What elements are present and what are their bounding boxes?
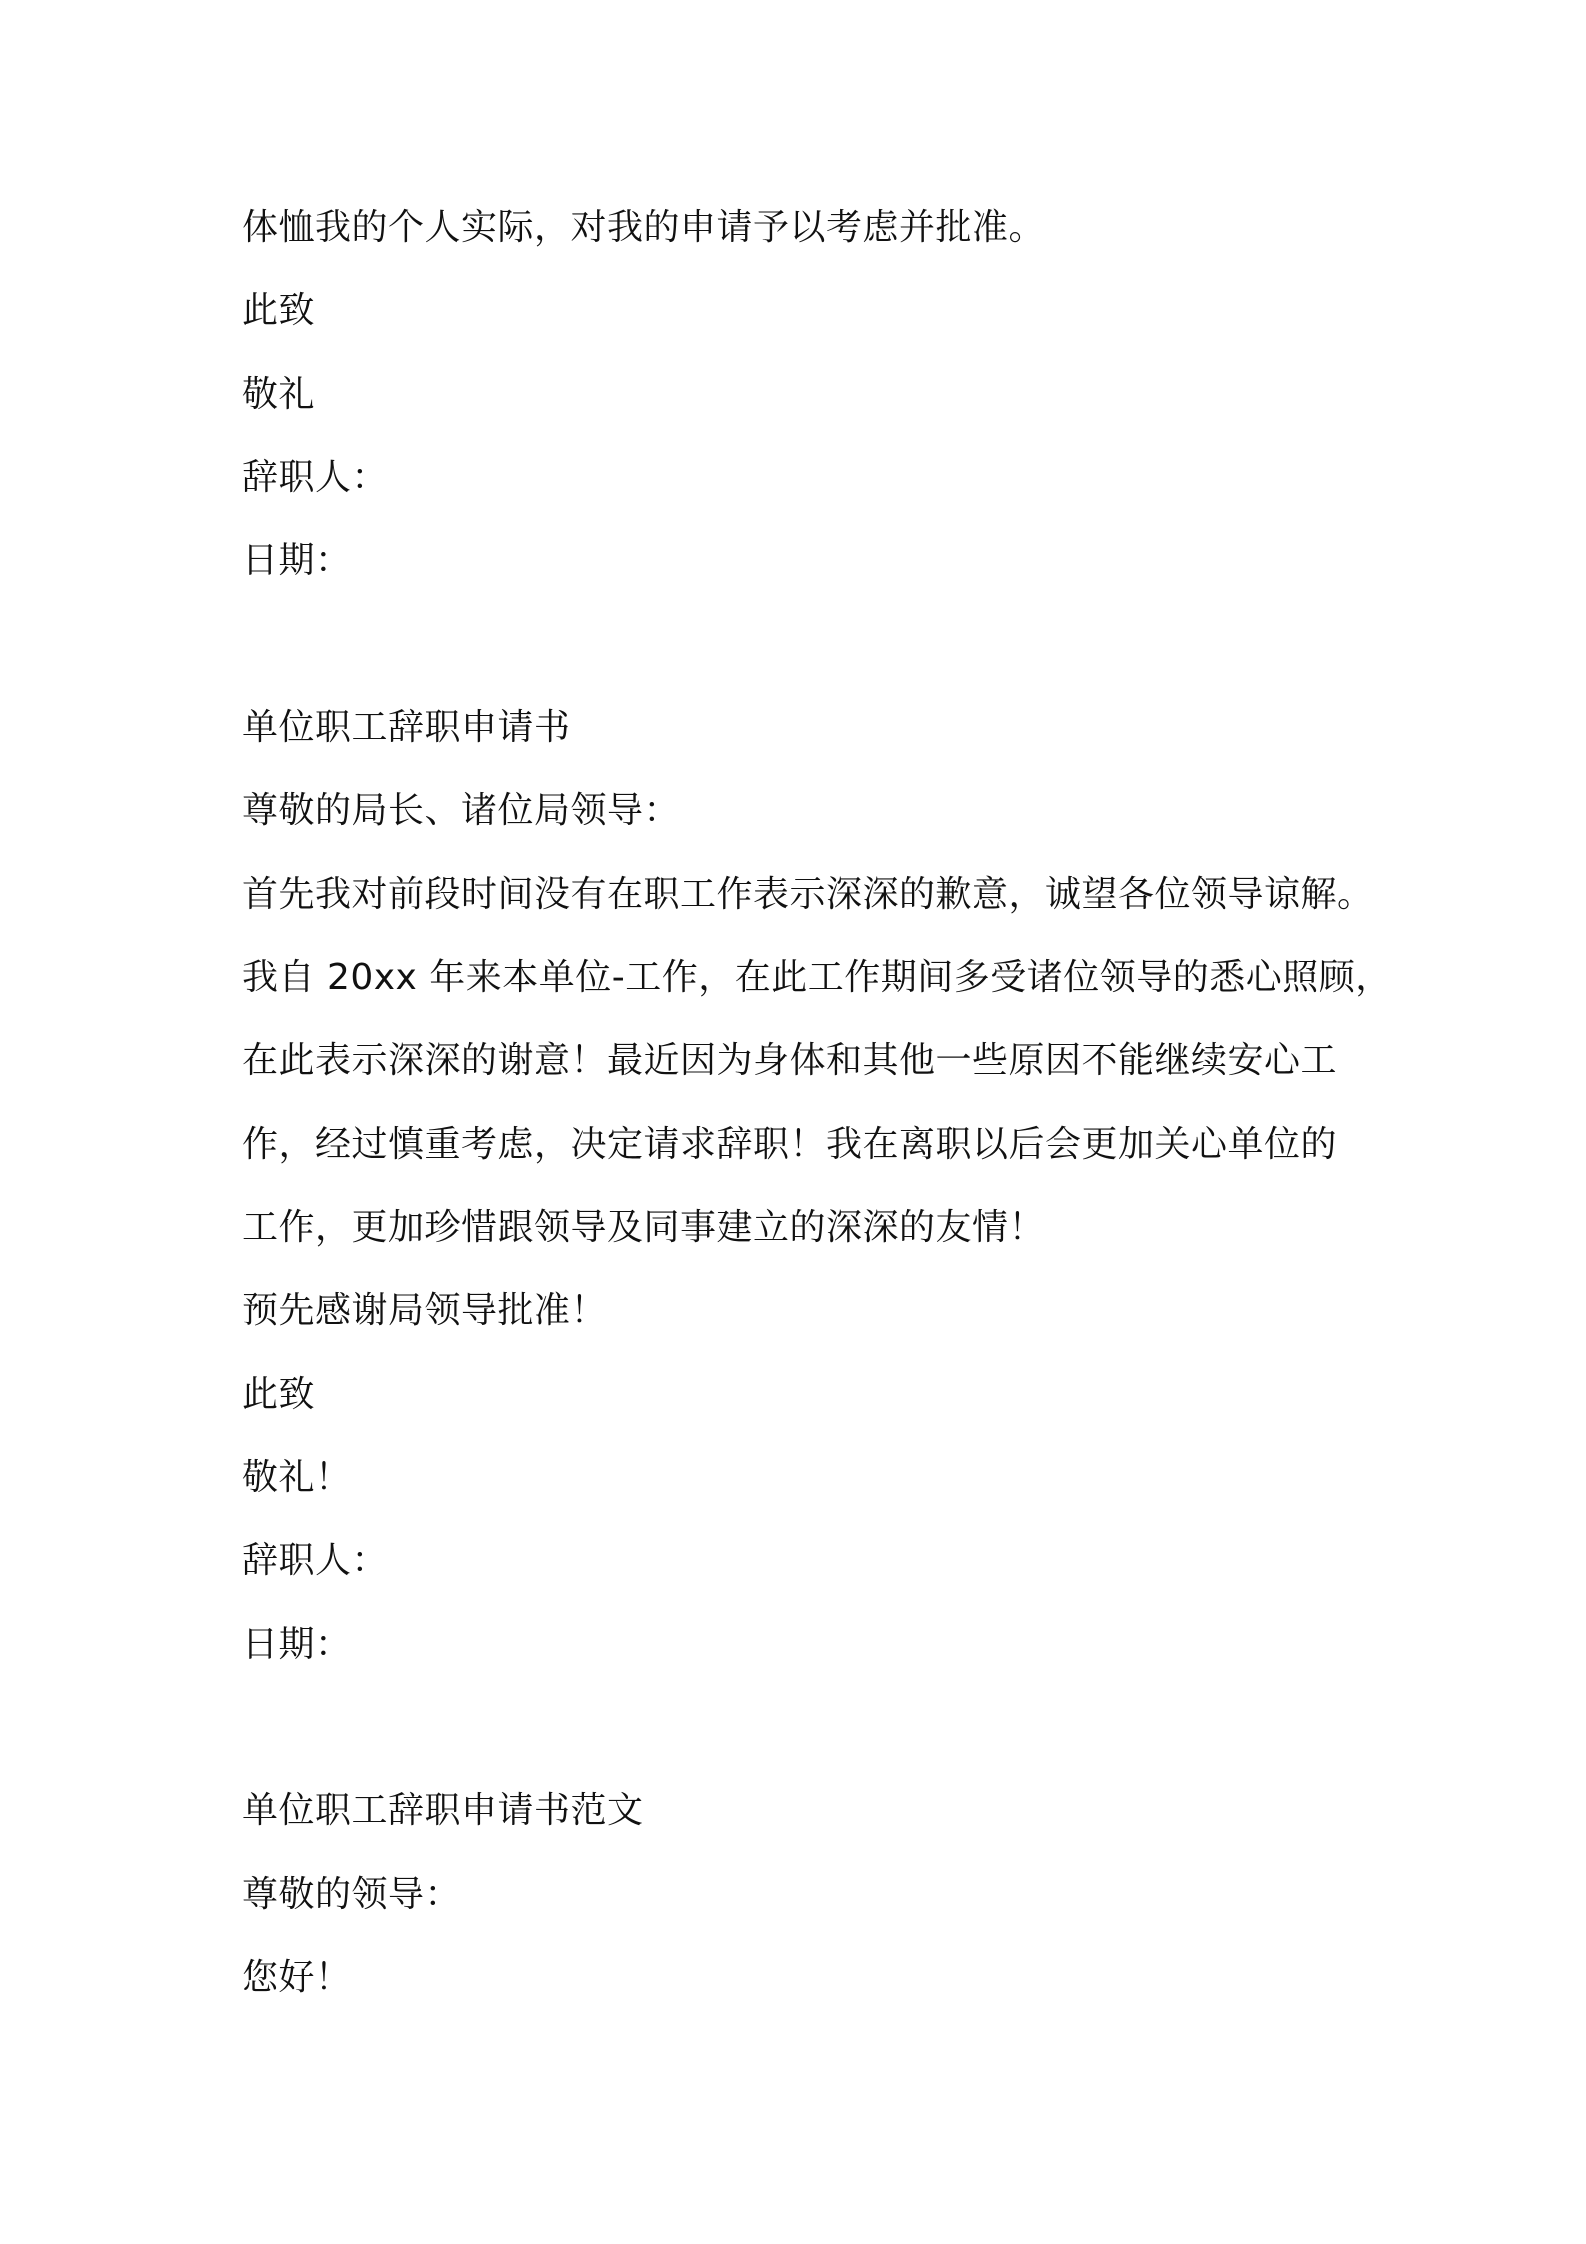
section-title: 单位职工辞职申请书范文 — [242, 1790, 644, 1831]
signature-label: 辞职人： — [242, 457, 389, 498]
greeting-line: 您好！ — [242, 1957, 352, 1998]
date-label: 日期： — [242, 1624, 352, 1665]
signature-label: 辞职人： — [242, 1540, 389, 1581]
greeting: 尊敬的局长、诸位局领导： — [242, 790, 681, 831]
paragraph-line: 体恤我的个人实际，对我的申请予以考虑并批准。 — [242, 207, 1046, 248]
paragraph-line: 首先我对前段时间没有在职工作表示深深的歉意，诚望各位领导谅解。 — [242, 874, 1374, 915]
closing-salutation: 此致 — [242, 1374, 316, 1415]
closing-regards: 敬礼！ — [242, 1457, 352, 1498]
closing-salutation: 此致 — [242, 290, 316, 331]
paragraph-line: 预先感谢局领导批准！ — [242, 1290, 608, 1331]
paragraph-line: 我自 20xx 年来本单位-工作，在此工作期间多受诸位领导的悉心照顾， — [242, 957, 1392, 998]
paragraph-line: 作，经过慎重考虑，决定请求辞职！我在离职以后会更加关心单位的 — [242, 1124, 1338, 1165]
date-label: 日期： — [242, 540, 352, 581]
section-title: 单位职工辞职申请书 — [242, 707, 571, 748]
closing-regards: 敬礼 — [242, 374, 316, 415]
greeting: 尊敬的领导： — [242, 1874, 462, 1915]
paragraph-line: 在此表示深深的谢意！最近因为身体和其他一些原因不能继续安心工 — [242, 1040, 1338, 1081]
paragraph-line: 工作，更加珍惜跟领导及同事建立的深深的友情！ — [242, 1207, 1046, 1248]
